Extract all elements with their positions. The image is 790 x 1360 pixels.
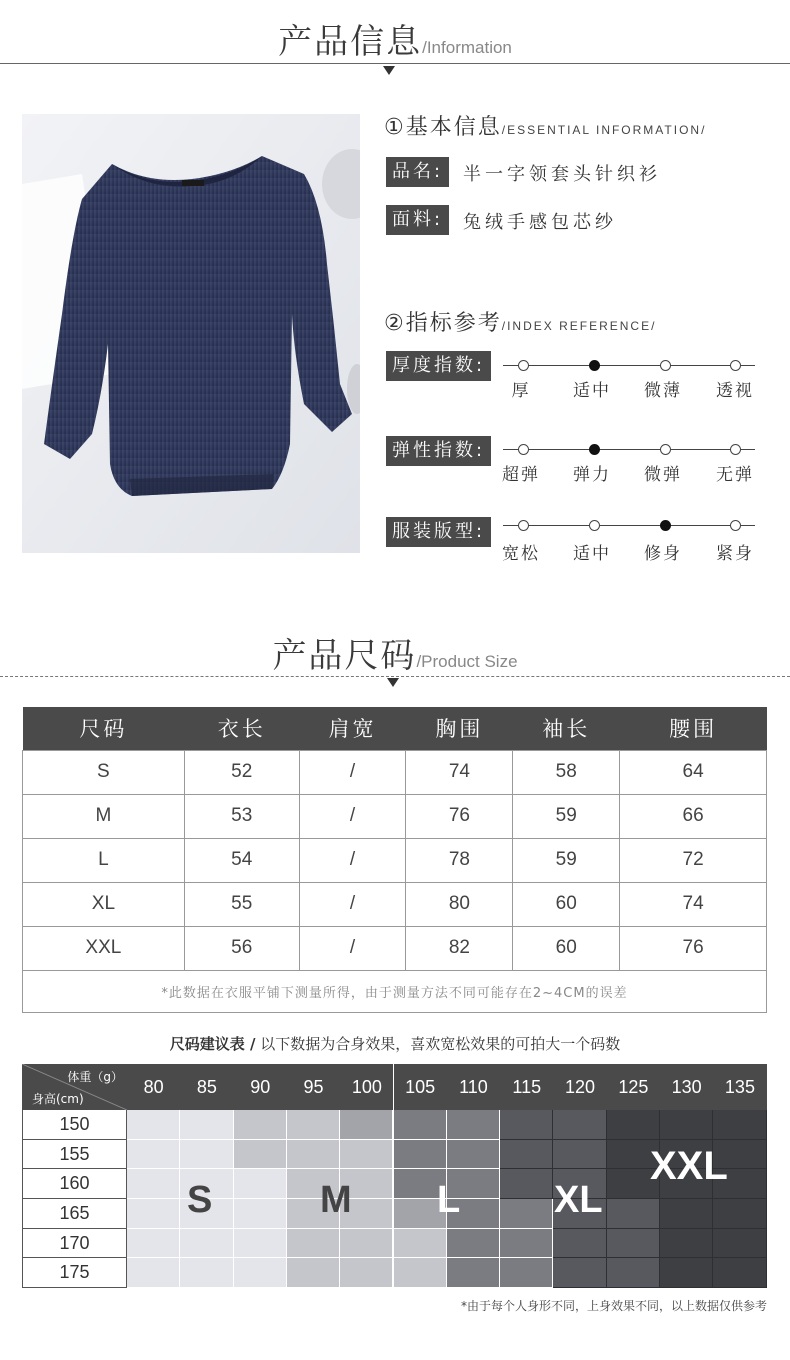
size-grid-cell xyxy=(340,1258,393,1288)
index-label-fit: 服装版型: xyxy=(386,517,491,547)
size-zone-label: S xyxy=(187,1179,213,1221)
size-grid-cell xyxy=(500,1229,553,1259)
height-header-cell: 155 xyxy=(22,1140,127,1170)
index-option: 修身 xyxy=(644,544,682,564)
weight-header-cell: 105 xyxy=(394,1064,447,1110)
weight-header-cell: 95 xyxy=(287,1064,340,1110)
product-name-label: 品名: xyxy=(386,157,449,187)
sweater-image xyxy=(22,114,360,553)
weight-header-cell: 115 xyxy=(500,1064,553,1110)
brand-tag xyxy=(182,180,204,186)
size-grid-cell xyxy=(394,1140,447,1170)
table-cell: 58 xyxy=(513,750,620,794)
suggestion-footnote: *由于每个人身形不同，上身效果不同，以上数据仅供参考 xyxy=(460,1299,767,1313)
table-note-row xyxy=(23,970,767,1012)
product-photo xyxy=(22,114,360,553)
section-title-en: /Information xyxy=(422,38,512,57)
table-cell: 56 xyxy=(184,926,299,970)
size-grid-cell xyxy=(340,1110,393,1140)
size-grid-cell xyxy=(713,1258,766,1288)
size-grid-cell xyxy=(127,1229,180,1259)
table-cell: 78 xyxy=(406,838,513,882)
index-option: 厚 xyxy=(511,381,531,401)
weight-header-cell: 130 xyxy=(660,1064,713,1110)
index-scale-fit xyxy=(503,516,755,536)
size-zone-label: XL xyxy=(554,1179,603,1221)
index-option: 弹力 xyxy=(573,465,611,485)
table-cell: 66 xyxy=(620,794,767,838)
size-suggestion-title xyxy=(0,1033,790,1054)
size-grid-cell xyxy=(500,1258,553,1288)
table-cell: S xyxy=(23,750,185,794)
index-dot xyxy=(730,444,741,455)
index-dot xyxy=(660,444,671,455)
size-grid-cell xyxy=(394,1229,447,1259)
divider-arrow-icon xyxy=(383,66,395,75)
index-dot-selected xyxy=(589,444,600,455)
divider-arrow-icon xyxy=(387,678,399,687)
size-grid-cell xyxy=(553,1258,606,1288)
size-grid-cell xyxy=(180,1110,233,1140)
section-title-size xyxy=(0,628,790,677)
table-cell: 60 xyxy=(513,882,620,926)
fabric-value: 兔绒手感包芯纱 xyxy=(463,212,617,233)
table-cell: 53 xyxy=(184,794,299,838)
weight-header-cell: 125 xyxy=(607,1064,660,1110)
weight-header-cell: 90 xyxy=(234,1064,287,1110)
index-dot xyxy=(518,444,529,455)
size-grid-cell xyxy=(447,1229,500,1259)
index-heading xyxy=(384,306,656,337)
height-header-cell: 170 xyxy=(22,1229,127,1259)
section-title-cn: 产品尺码 xyxy=(272,636,417,676)
table-header-cell: 肩宽 xyxy=(299,707,406,750)
size-zone-label: XXL xyxy=(650,1144,728,1188)
size-grid-cell xyxy=(287,1140,340,1170)
product-name-value: 半一字领套头针织衫 xyxy=(463,164,661,185)
size-grid-cell xyxy=(660,1258,713,1288)
table-cell: 54 xyxy=(184,838,299,882)
index-option: 适中 xyxy=(573,381,611,401)
table-header-cell: 胸围 xyxy=(406,707,513,750)
fabric-label: 面料: xyxy=(386,205,449,235)
size-grid-cell xyxy=(127,1140,180,1170)
index-option: 无弹 xyxy=(716,465,754,485)
index-scale-thickness xyxy=(503,356,755,376)
basic-info-heading-cn: ①基本信息 xyxy=(384,115,502,140)
size-grid-cell xyxy=(607,1258,660,1288)
size-grid-cell xyxy=(287,1110,340,1140)
size-grid-cell xyxy=(127,1169,180,1199)
table-cell: M xyxy=(23,794,185,838)
size-grid-cell xyxy=(234,1169,287,1199)
table-cell: 74 xyxy=(406,750,513,794)
size-grid-cell xyxy=(500,1110,553,1140)
table-row xyxy=(23,750,767,794)
section-title-cn: 产品信息 xyxy=(278,22,423,62)
size-grid-cell xyxy=(660,1229,713,1259)
table-cell: XXL xyxy=(23,926,185,970)
section-title-en: /Product Size xyxy=(416,652,518,671)
height-header-cell: 160 xyxy=(22,1169,127,1199)
size-table-header xyxy=(23,707,767,750)
size-zone-label: M xyxy=(320,1179,352,1221)
size-grid-cell xyxy=(287,1258,340,1288)
size-grid-cell xyxy=(234,1258,287,1288)
table-cell: / xyxy=(299,882,406,926)
size-grid-cell xyxy=(340,1229,393,1259)
index-dot xyxy=(730,360,741,371)
table-cell: 74 xyxy=(620,882,767,926)
size-suggestion-title-rest: 以下数据为合身效果，喜欢宽松效果的可拍大一个码数 xyxy=(255,1035,621,1053)
table-header-cell: 尺码 xyxy=(23,707,185,750)
size-grid-cell xyxy=(127,1258,180,1288)
section-divider xyxy=(0,63,790,64)
index-heading-cn: ②指标参考 xyxy=(384,311,502,336)
index-dot xyxy=(660,360,671,371)
size-grid-cell xyxy=(607,1229,660,1259)
table-cell: 52 xyxy=(184,750,299,794)
size-grid-cell xyxy=(287,1229,340,1259)
table-cell: L xyxy=(23,838,185,882)
index-dot-selected xyxy=(589,360,600,371)
size-grid-cell xyxy=(500,1199,553,1229)
corner-weight-label: 体重（g） xyxy=(67,1070,123,1084)
table-cell: / xyxy=(299,838,406,882)
size-grid-cell xyxy=(447,1110,500,1140)
index-scale-elasticity xyxy=(503,440,755,460)
table-cell: 76 xyxy=(620,926,767,970)
index-dot xyxy=(589,520,600,531)
table-header-cell: 袖长 xyxy=(513,707,620,750)
table-cell: / xyxy=(299,926,406,970)
size-grid-cell xyxy=(340,1140,393,1170)
table-cell: XL xyxy=(23,882,185,926)
size-grid-cell xyxy=(180,1258,233,1288)
index-option: 宽松 xyxy=(502,544,540,564)
table-cell: 82 xyxy=(406,926,513,970)
table-cell: 55 xyxy=(184,882,299,926)
size-grid-cell xyxy=(234,1199,287,1229)
table-row xyxy=(23,882,767,926)
size-grid-cell xyxy=(713,1199,766,1229)
index-dot xyxy=(518,520,529,531)
table-cell: 59 xyxy=(513,794,620,838)
table-row xyxy=(23,794,767,838)
index-dot-selected xyxy=(660,520,671,531)
index-heading-en: /INDEX REFERENCE/ xyxy=(501,319,657,333)
table-cell: 72 xyxy=(620,838,767,882)
size-grid-cell xyxy=(713,1229,766,1259)
index-option: 超弹 xyxy=(502,465,540,485)
corner-height-label: 身高(cm) xyxy=(32,1092,84,1106)
size-grid-cell xyxy=(234,1229,287,1259)
size-grid-cell xyxy=(447,1140,500,1170)
size-grid-cell xyxy=(660,1199,713,1229)
section-title-information xyxy=(0,14,790,63)
index-option: 适中 xyxy=(573,544,611,564)
size-table xyxy=(22,707,767,1013)
grid-corner xyxy=(22,1064,127,1110)
table-row xyxy=(23,838,767,882)
size-grid-cell xyxy=(500,1169,553,1199)
size-grid-cell xyxy=(234,1140,287,1170)
size-grid-cell xyxy=(553,1229,606,1259)
size-grid-cell xyxy=(127,1199,180,1229)
measurement-note: *此数据在衣服平铺下测量所得，由于测量方法不同可能存在2~4CM的误差 xyxy=(23,970,767,1012)
index-label-thickness: 厚度指数: xyxy=(386,351,491,381)
weight-header-cell: 120 xyxy=(553,1064,606,1110)
table-cell: 60 xyxy=(513,926,620,970)
index-dot xyxy=(518,360,529,371)
section-divider xyxy=(0,676,790,677)
size-grid-cell xyxy=(660,1110,713,1140)
table-row xyxy=(23,926,767,970)
weight-header-cell: 110 xyxy=(447,1064,500,1110)
size-suggestion-title-bold: 尺码建议表 / xyxy=(169,1035,256,1053)
size-grid-cell xyxy=(180,1229,233,1259)
basic-info-heading-en: /ESSENTIAL INFORMATION/ xyxy=(501,123,707,137)
weight-header-cell: 100 xyxy=(340,1064,393,1110)
weight-header-cell: 135 xyxy=(713,1064,766,1110)
size-grid-cell xyxy=(394,1258,447,1288)
table-header-cell: 衣长 xyxy=(184,707,299,750)
index-label-elasticity: 弹性指数: xyxy=(386,436,491,466)
weight-header-cell: 85 xyxy=(180,1064,233,1110)
weight-header-cell: 80 xyxy=(127,1064,180,1110)
size-grid-cell xyxy=(553,1110,606,1140)
table-cell: 76 xyxy=(406,794,513,838)
size-suggestion-grid xyxy=(22,1064,767,1288)
size-grid-cell xyxy=(127,1110,180,1140)
height-header-cell: 165 xyxy=(22,1199,127,1229)
size-zone-label: L xyxy=(437,1179,461,1221)
size-grid-cell xyxy=(607,1110,660,1140)
size-grid-cell xyxy=(607,1199,660,1229)
size-grid-cell xyxy=(553,1140,606,1170)
table-header-cell: 腰围 xyxy=(620,707,767,750)
height-header-cell: 175 xyxy=(22,1258,127,1288)
index-option: 微弹 xyxy=(644,465,682,485)
table-cell: / xyxy=(299,750,406,794)
size-grid-cell xyxy=(713,1110,766,1140)
index-option: 微薄 xyxy=(644,381,682,401)
height-header-cell: 150 xyxy=(22,1110,127,1140)
size-grid-cell xyxy=(394,1110,447,1140)
size-grid-cell xyxy=(234,1110,287,1140)
table-cell: 59 xyxy=(513,838,620,882)
table-cell: 80 xyxy=(406,882,513,926)
index-option: 透视 xyxy=(716,381,754,401)
size-grid-cell xyxy=(180,1140,233,1170)
table-cell: / xyxy=(299,794,406,838)
size-grid-cell xyxy=(447,1258,500,1288)
basic-info-heading xyxy=(384,110,706,141)
index-dot xyxy=(730,520,741,531)
size-grid-cell xyxy=(500,1140,553,1170)
table-cell: 64 xyxy=(620,750,767,794)
index-option: 紧身 xyxy=(716,544,754,564)
